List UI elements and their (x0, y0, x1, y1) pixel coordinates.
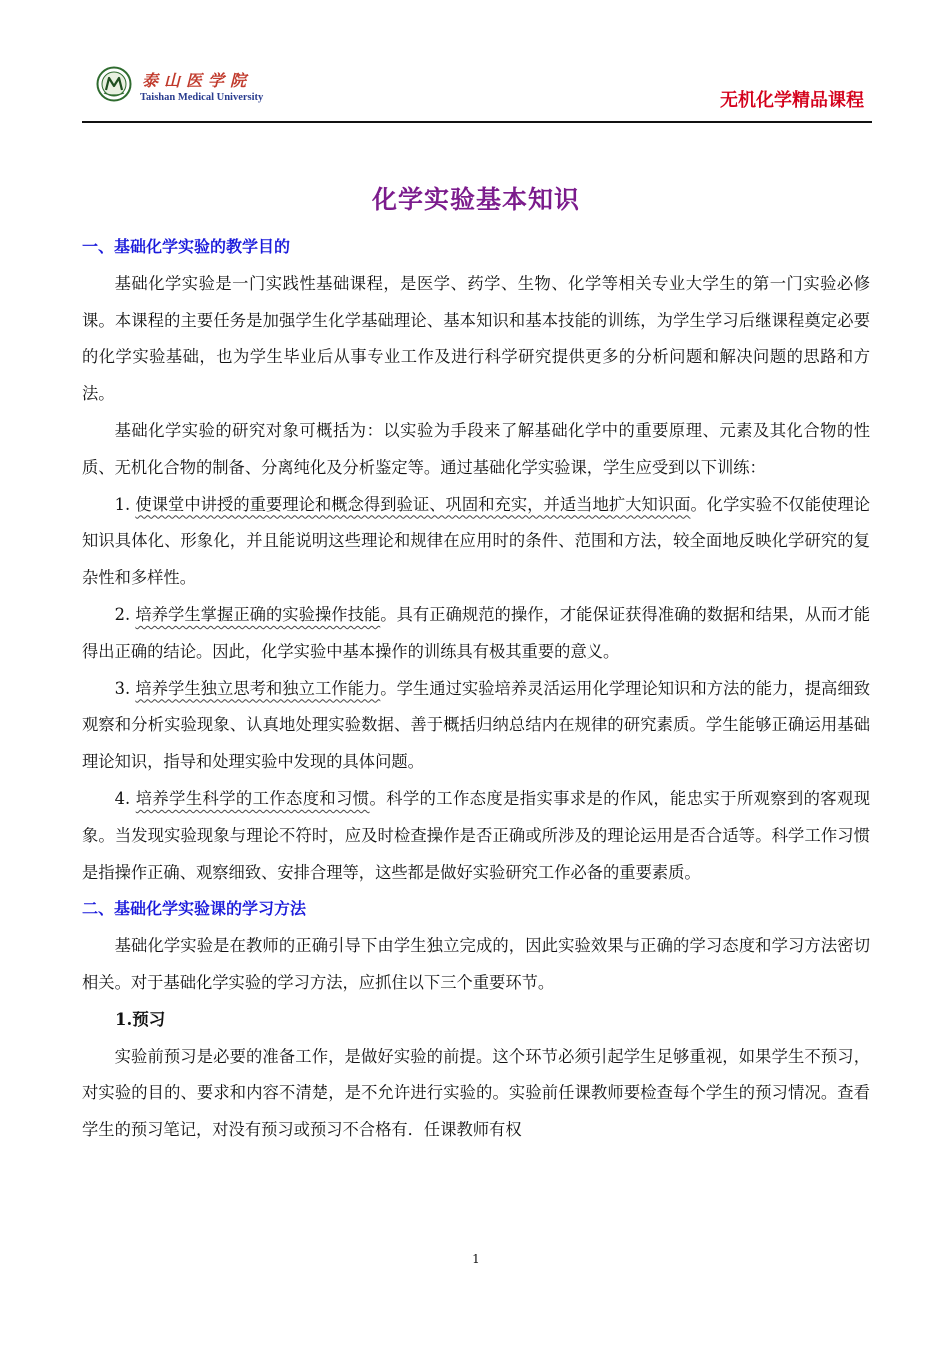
list-item (82, 597, 870, 671)
university-name-cn: 泰山医学院 (142, 71, 253, 90)
university-logo-icon (96, 66, 132, 102)
item-number: 3. (114, 678, 131, 698)
item-key-phrase: 使课堂中讲授的重要理论和概念得到验证、巩固和充实，并适当地扩大知识面 (135, 494, 691, 514)
subsection-heading: 1.预习 (115, 1009, 166, 1029)
section-heading: 一、基础化学实验的教学目的 (82, 237, 291, 256)
item-number: 1. (114, 494, 131, 514)
header-divider (82, 121, 872, 123)
page-title: 化学实验基本知识 (371, 185, 580, 214)
page-number: 1 (472, 1252, 480, 1266)
page-header (82, 62, 872, 122)
list-item (82, 781, 870, 891)
university-name-en: Taishan Medical University (140, 92, 264, 103)
item-text: 。学生通过实验培养灵活运用化学理论知识和方法的能力，提高细致观察和分析实验现象、认真地处理实验数据、善于概括归纳总结内在规律的研究素质。学生能够正确运用基础理论知识，指导和处理实验中发现的具体问题。 (82, 678, 870, 772)
item-text: 。科学的工作态度是指实事求是的作风，能忠实于所观察到的客观现象。当发现实验现象与理论不符时，应及时检查操作是否正确或所涉及的理论运用是否合适等。科学工作习惯是指操作正确、观察细致、安排合理等，这些都是做好实验研究工作必备的重要素质。 (82, 788, 870, 882)
item-key-phrase: 培养学生掌握正确的实验操作技能 (135, 604, 381, 624)
document-body (82, 229, 870, 1149)
paragraph: 实验前预习是必要的准备工作，是做好实验的前提。这个环节必须引起学生足够重视，如果学生不预习，对实验的目的、要求和内容不清楚，是不允许进行实验的。实验前任课教师要检查每个学生的预习情况。查看学生的预习笔记，对没有预习或预习不合格有．任课教师有权 (82, 1046, 870, 1140)
item-text: 。化学实验不仅能使理论知识具体化、形象化，并且能说明这些理论和规律在应用时的条件、范围和方法，较全面地反映化学研究的复杂性和多样性。 (82, 494, 870, 588)
paragraph: 基础化学实验是一门实践性基础课程，是医学、药学、生物、化学等相关专业大学生的第一门实验必修课。本课程的主要任务是加强学生化学基础理论、基本知识和基本技能的训练，为学生学习后继课程奠定必要的化学实验基础，也为学生毕业后从事专业工作及进行科学研究提供更多的分析问题和解决问题的思路和方法。 (82, 273, 870, 404)
item-number: 4. (114, 788, 131, 808)
paragraph: 基础化学实验的研究对象可概括为：以实验为手段来了解基础化学中的重要原理、元素及其化合物的性质、无机化合物的制备、分离纯化及分析鉴定等。通过基础化学实验课，学生应受到以下训练： (82, 420, 870, 477)
list-item (82, 671, 870, 781)
item-text: 。具有正确规范的操作，才能保证获得准确的数据和结果，从而才能得出正确的结论。因此，化学实验中基本操作的训练具有极其重要的意义。 (82, 604, 870, 661)
item-number: 2. (114, 604, 131, 624)
paragraph: 基础化学实验是在教师的正确引导下由学生独立完成的，因此实验效果与正确的学习态度和学习方法密切相关。对于基础化学实验的学习方法，应抓住以下三个重要环节。 (82, 936, 870, 992)
item-key-phrase: 培养学生科学的工作态度和习惯 (135, 788, 370, 808)
section-heading: 二、基础化学实验课的学习方法 (82, 899, 307, 919)
list-item (82, 487, 870, 597)
item-key-phrase: 培养学生独立思考和独立工作能力 (135, 678, 381, 698)
course-name: 无机化学精品课程 (720, 90, 864, 111)
